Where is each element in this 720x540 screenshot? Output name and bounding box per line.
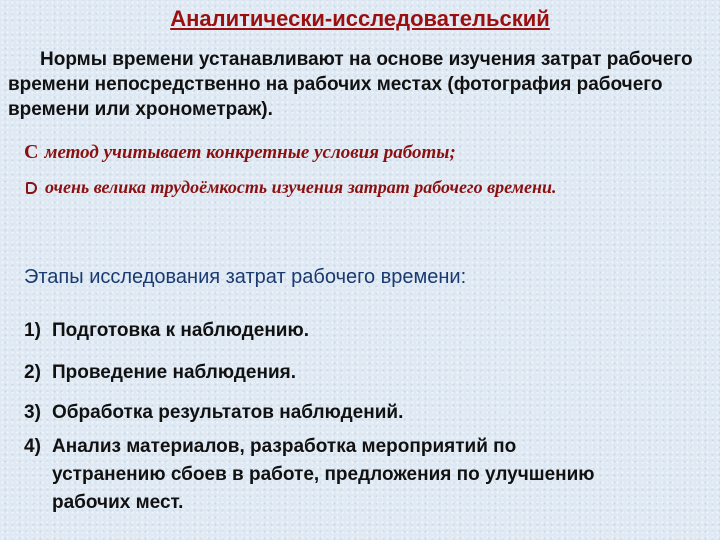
step-number: 4) (24, 436, 41, 457)
list-item (24, 359, 296, 387)
step-text: Проведение наблюдения. (52, 362, 296, 383)
slide-title: Аналитически-исследовательский (170, 6, 550, 31)
list-item (24, 433, 624, 517)
thumb-up-icon: C (24, 141, 39, 163)
advantage-line (24, 141, 456, 164)
step-number: 1) (24, 320, 41, 341)
thumb-down-icon (26, 182, 37, 194)
advantage-text: метод учитывает конкретные условия работы; (44, 142, 456, 163)
step-number: 2) (24, 362, 41, 383)
intro-paragraph: Нормы времени устанавливают на основе изучения затрат рабочего времени непосредственно на рабочих местах (фотография рабочего времени или хронометраж). (8, 49, 693, 120)
disadvantage-text: очень велика трудоёмкость изучения затрат рабочего времени. (45, 177, 557, 197)
step-text: Подготовка к наблюдению. (52, 320, 309, 341)
step-number: 3) (24, 402, 41, 423)
step-text: Обработка результатов наблюдений. (52, 402, 404, 423)
list-item (24, 399, 403, 427)
step-text: Анализ материалов, разработка мероприятий по устранению сбоев в работе, предложения по улучшению рабочих мест. (52, 436, 595, 513)
stages-heading: Этапы исследования затрат рабочего времени: (24, 266, 467, 288)
list-item (24, 317, 309, 345)
disadvantage-line (26, 177, 557, 198)
